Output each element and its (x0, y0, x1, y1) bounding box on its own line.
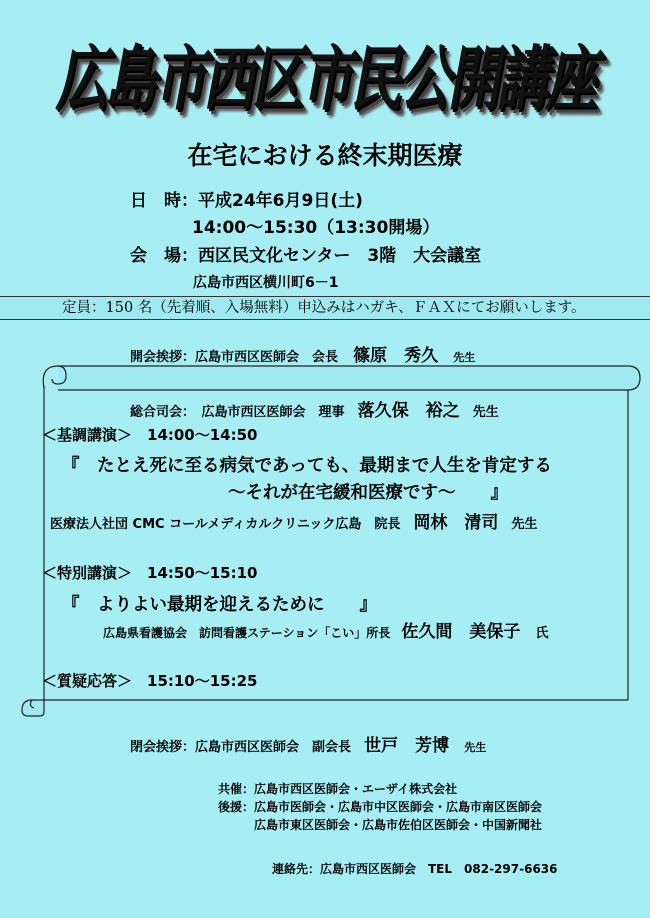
moderator-name: 落久保 裕之 (357, 401, 460, 421)
opening-suffix: 先生 (453, 351, 476, 364)
date-value: 平成24年6月9日(土) (198, 191, 363, 211)
special-title: 『 よりよい最期を迎えるために 』 (62, 595, 377, 615)
keynote-speaker-org: 医療法人社団 CMC コールメディカルクリニック広島 院長 (50, 517, 401, 532)
special-speaker-suffix: 氏 (535, 626, 549, 641)
special-speaker-row (103, 617, 549, 642)
closing-text: 閉会挨拶：広島市西区医師会 副会長 (130, 740, 352, 755)
keynote-speaker-name: 岡林 清司 (413, 513, 499, 533)
sponsor-support-1: 後援：広島市医師会・広島市中区医師会・広島市南区医師会 (218, 800, 543, 814)
closing-name: 世戸 芳博 (364, 736, 450, 756)
event-subtitle: 在宅における終末期医療 (187, 141, 463, 170)
special-speaker-org: 広島県看護協会 訪問看護ステーション「こい」所長 (103, 626, 391, 640)
opening-text: 開会挨拶：広島市西区医師会 会長 (130, 350, 339, 365)
sponsor-support-2: 広島市東区医師会・広島市佐伯区医師会・中国新聞社 (254, 818, 543, 832)
keynote-speaker-row (50, 508, 538, 533)
sponsor-host: 共催：広島市西区医師会・エーザイ株式会社 (218, 782, 458, 796)
time-value: 14:00～15:30（13:30開場） (192, 218, 440, 238)
keynote-label: ＜基調講演＞ 14:00～14:50 (42, 426, 258, 444)
contact-info: 連絡先：広島市西区医師会 TEL 082-297-6636 (272, 862, 558, 876)
special-speaker-name: 佐久間 美保子 (401, 622, 521, 642)
moderator-text: 総合司会： 広島市西区医師会 理事 (130, 405, 345, 420)
moderator-row (130, 396, 499, 421)
opening-name: 篠原 秀久 (353, 346, 439, 366)
closing-row (130, 731, 486, 756)
special-label: ＜特別講演＞ 14:50～15:10 (42, 564, 258, 582)
keynote-title-line1: 『 たとえ死に至る病気であっても、最期まで人生を肯定する (62, 456, 552, 476)
date-label: 日 時： (130, 191, 198, 211)
moderator-suffix: 先生 (472, 405, 499, 420)
keynote-speaker-suffix: 先生 (511, 517, 538, 532)
venue-value: 西区民文化センター 3階 大会議室 (198, 246, 482, 266)
venue-address: 広島市西区横川町6－1 (193, 275, 339, 291)
event-title: 広島市西区市民公開講座 (55, 39, 595, 121)
capacity-notice: 定員：150 名（先着順、入場無料）申込みはハガキ、ＦＡＸにてお願いします。 (0, 296, 650, 320)
keynote-title-line2: ～それが在宅緩和医療です～ 』 (228, 483, 508, 503)
qa-label: ＜質疑応答＞ 15:10～15:25 (42, 672, 258, 690)
closing-suffix: 先生 (464, 741, 487, 754)
venue-label: 会 場： (130, 246, 198, 266)
